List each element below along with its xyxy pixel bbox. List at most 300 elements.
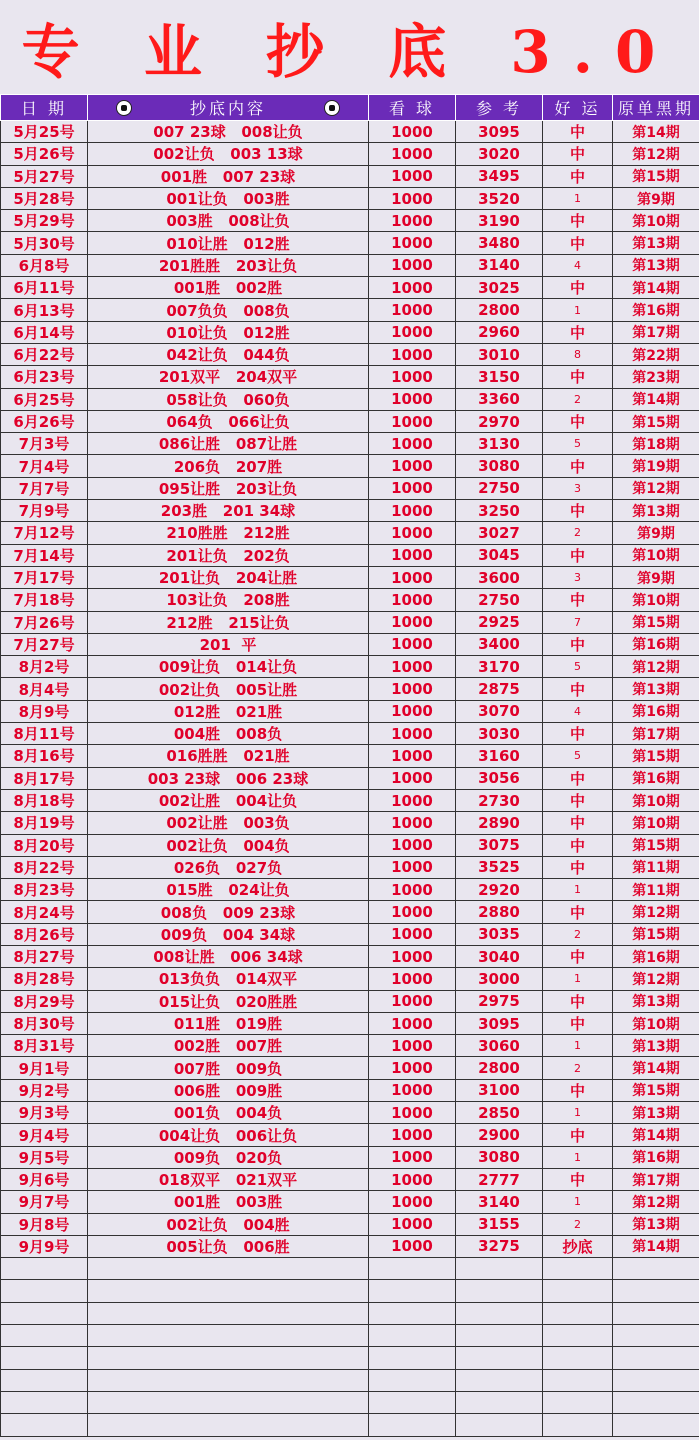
ref-cell: 3190 xyxy=(456,210,543,232)
luck-cell: 中 xyxy=(543,544,613,566)
period-cell: 第16期 xyxy=(613,633,699,655)
period-cell: 第15期 xyxy=(613,834,699,856)
table-row xyxy=(1,901,699,923)
date-cell: 6月14号 xyxy=(1,321,88,343)
luck-cell: 7 xyxy=(543,611,613,633)
watch-cell: 1000 xyxy=(369,477,456,499)
luck-cell: 中 xyxy=(543,633,613,655)
luck-cell: 中 xyxy=(543,1012,613,1034)
period-cell: 第12期 xyxy=(613,968,699,990)
watch-cell: 1000 xyxy=(369,633,456,655)
empty-cell xyxy=(1,1258,88,1280)
date-cell: 8月19号 xyxy=(1,812,88,834)
date-cell: 8月11号 xyxy=(1,723,88,745)
period-cell: 第9期 xyxy=(613,187,699,209)
table-row xyxy=(1,611,699,633)
date-cell: 8月4号 xyxy=(1,678,88,700)
content-cell: 002让负 004胜 xyxy=(88,1213,369,1235)
content-cell: 011胜 019胜 xyxy=(88,1012,369,1034)
watch-cell: 1000 xyxy=(369,1146,456,1168)
empty-cell xyxy=(456,1414,543,1436)
date-cell: 8月30号 xyxy=(1,1012,88,1034)
period-cell: 第11期 xyxy=(613,879,699,901)
date-cell: 6月11号 xyxy=(1,277,88,299)
period-cell: 第10期 xyxy=(613,812,699,834)
content-cell: 095让胜 203让负 xyxy=(88,477,369,499)
period-cell: 第14期 xyxy=(613,277,699,299)
ref-cell: 3520 xyxy=(456,187,543,209)
table-row xyxy=(1,343,699,365)
empty-cell xyxy=(1,1414,88,1436)
watch-cell: 1000 xyxy=(369,388,456,410)
content-cell: 001胜 002胜 xyxy=(88,277,369,299)
watch-cell: 1000 xyxy=(369,1168,456,1190)
content-cell: 015胜 024让负 xyxy=(88,879,369,901)
luck-cell: 中 xyxy=(543,678,613,700)
luck-cell: 中 xyxy=(543,165,613,187)
empty-row xyxy=(1,1391,699,1413)
period-cell: 第13期 xyxy=(613,232,699,254)
watch-cell: 1000 xyxy=(369,990,456,1012)
watch-cell: 1000 xyxy=(369,121,456,143)
empty-cell xyxy=(456,1391,543,1413)
empty-row xyxy=(1,1414,699,1436)
content-cell: 002让负 005让胜 xyxy=(88,678,369,700)
empty-cell xyxy=(369,1414,456,1436)
table-row xyxy=(1,433,699,455)
period-cell: 第13期 xyxy=(613,254,699,276)
period-cell: 第15期 xyxy=(613,745,699,767)
soccer-ball-icon xyxy=(324,100,340,116)
date-cell: 8月28号 xyxy=(1,968,88,990)
content-cell: 201双平 204双平 xyxy=(88,366,369,388)
ref-cell: 3525 xyxy=(456,856,543,878)
date-cell: 7月14号 xyxy=(1,544,88,566)
ref-cell: 2850 xyxy=(456,1102,543,1124)
watch-cell: 1000 xyxy=(369,1079,456,1101)
content-cell: 015让负 020胜胜 xyxy=(88,990,369,1012)
empty-cell xyxy=(88,1414,369,1436)
date-cell: 5月26号 xyxy=(1,143,88,165)
table-row xyxy=(1,299,699,321)
empty-cell xyxy=(369,1347,456,1369)
content-cell: 064负 066让负 xyxy=(88,410,369,432)
luck-cell: 2 xyxy=(543,923,613,945)
empty-cell xyxy=(88,1302,369,1324)
empty-cell xyxy=(613,1391,699,1413)
date-cell: 9月5号 xyxy=(1,1146,88,1168)
date-cell: 7月12号 xyxy=(1,522,88,544)
period-cell: 第12期 xyxy=(613,1191,699,1213)
ref-cell: 2730 xyxy=(456,789,543,811)
page-title: 专 业 抄 底 3.0 xyxy=(21,18,678,86)
period-cell: 第16期 xyxy=(613,945,699,967)
period-cell: 第13期 xyxy=(613,1213,699,1235)
watch-cell: 1000 xyxy=(369,812,456,834)
date-cell: 9月8号 xyxy=(1,1213,88,1235)
period-cell: 第14期 xyxy=(613,1235,699,1257)
ref-cell: 3150 xyxy=(456,366,543,388)
content-cell: 002让胜 004让负 xyxy=(88,789,369,811)
period-cell: 第14期 xyxy=(613,388,699,410)
content-cell: 002胜 007胜 xyxy=(88,1035,369,1057)
ref-cell: 3030 xyxy=(456,723,543,745)
luck-cell: 5 xyxy=(543,656,613,678)
table-row xyxy=(1,143,699,165)
date-cell: 8月22号 xyxy=(1,856,88,878)
watch-cell: 1000 xyxy=(369,522,456,544)
period-cell: 第16期 xyxy=(613,700,699,722)
watch-cell: 1000 xyxy=(369,143,456,165)
content-cell: 002让负 004负 xyxy=(88,834,369,856)
watch-cell: 1000 xyxy=(369,723,456,745)
luck-cell: 8 xyxy=(543,343,613,365)
ref-cell: 3170 xyxy=(456,656,543,678)
period-cell: 第23期 xyxy=(613,366,699,388)
empty-cell xyxy=(456,1369,543,1391)
watch-cell: 1000 xyxy=(369,277,456,299)
empty-cell xyxy=(369,1369,456,1391)
luck-cell: 2 xyxy=(543,522,613,544)
empty-cell xyxy=(456,1280,543,1302)
ref-cell: 3095 xyxy=(456,1012,543,1034)
empty-cell xyxy=(369,1258,456,1280)
empty-row xyxy=(1,1347,699,1369)
watch-cell: 1000 xyxy=(369,1012,456,1034)
watch-cell: 1000 xyxy=(369,1213,456,1235)
watch-cell: 1000 xyxy=(369,678,456,700)
content-cell: 008负 009 23球 xyxy=(88,901,369,923)
date-cell: 9月1号 xyxy=(1,1057,88,1079)
content-cell: 201让负 204让胜 xyxy=(88,566,369,588)
ref-cell: 3027 xyxy=(456,522,543,544)
date-cell: 9月7号 xyxy=(1,1191,88,1213)
watch-cell: 1000 xyxy=(369,611,456,633)
table-row xyxy=(1,277,699,299)
ref-cell: 3160 xyxy=(456,745,543,767)
watch-cell: 1000 xyxy=(369,856,456,878)
date-cell: 6月26号 xyxy=(1,410,88,432)
empty-cell xyxy=(456,1347,543,1369)
content-cell: 001负 004负 xyxy=(88,1102,369,1124)
watch-cell: 1000 xyxy=(369,1057,456,1079)
period-cell: 第9期 xyxy=(613,522,699,544)
table-row xyxy=(1,856,699,878)
date-cell: 6月13号 xyxy=(1,299,88,321)
period-cell: 第15期 xyxy=(613,165,699,187)
table-row xyxy=(1,879,699,901)
luck-cell: 中 xyxy=(543,901,613,923)
empty-cell xyxy=(456,1302,543,1324)
date-cell: 8月29号 xyxy=(1,990,88,1012)
watch-cell: 1000 xyxy=(369,410,456,432)
empty-cell xyxy=(369,1325,456,1347)
luck-cell: 2 xyxy=(543,1213,613,1235)
table-row xyxy=(1,1146,699,1168)
empty-cell xyxy=(88,1258,369,1280)
period-cell: 第18期 xyxy=(613,433,699,455)
luck-cell: 中 xyxy=(543,812,613,834)
ref-cell: 3100 xyxy=(456,1079,543,1101)
content-cell: 005让负 006胜 xyxy=(88,1235,369,1257)
empty-cell xyxy=(543,1347,613,1369)
table-row xyxy=(1,1079,699,1101)
content-cell: 210胜胜 212胜 xyxy=(88,522,369,544)
period-cell: 第14期 xyxy=(613,1124,699,1146)
watch-cell: 1000 xyxy=(369,901,456,923)
luck-cell: 中 xyxy=(543,767,613,789)
table-row xyxy=(1,566,699,588)
empty-cell xyxy=(369,1391,456,1413)
date-cell: 9月3号 xyxy=(1,1102,88,1124)
luck-cell: 1 xyxy=(543,187,613,209)
ref-cell: 3480 xyxy=(456,232,543,254)
ref-cell: 2970 xyxy=(456,410,543,432)
watch-cell: 1000 xyxy=(369,433,456,455)
date-cell: 5月30号 xyxy=(1,232,88,254)
watch-cell: 1000 xyxy=(369,656,456,678)
period-cell: 第10期 xyxy=(613,210,699,232)
luck-cell: 中 xyxy=(543,723,613,745)
luck-cell: 中 xyxy=(543,834,613,856)
date-cell: 8月18号 xyxy=(1,789,88,811)
watch-cell: 1000 xyxy=(369,745,456,767)
date-cell: 8月9号 xyxy=(1,700,88,722)
period-cell: 第13期 xyxy=(613,1102,699,1124)
date-cell: 9月4号 xyxy=(1,1124,88,1146)
table-row xyxy=(1,1102,699,1124)
ref-cell: 3056 xyxy=(456,767,543,789)
content-cell: 026负 027负 xyxy=(88,856,369,878)
ref-cell: 3070 xyxy=(456,700,543,722)
empty-cell xyxy=(613,1414,699,1436)
period-cell: 第14期 xyxy=(613,121,699,143)
ref-cell: 2880 xyxy=(456,901,543,923)
empty-cell xyxy=(543,1369,613,1391)
luck-cell: 中 xyxy=(543,366,613,388)
period-cell: 第10期 xyxy=(613,589,699,611)
luck-cell: 中 xyxy=(543,1079,613,1101)
watch-cell: 1000 xyxy=(369,834,456,856)
empty-cell xyxy=(613,1347,699,1369)
header-content xyxy=(88,95,369,121)
content-cell: 042让负 044负 xyxy=(88,343,369,365)
ref-cell: 2750 xyxy=(456,589,543,611)
luck-cell: 1 xyxy=(543,968,613,990)
period-cell: 第14期 xyxy=(613,1057,699,1079)
soccer-ball-icon xyxy=(116,100,132,116)
ref-cell: 3035 xyxy=(456,923,543,945)
content-cell: 001让负 003胜 xyxy=(88,187,369,209)
period-cell: 第16期 xyxy=(613,767,699,789)
date-cell: 9月2号 xyxy=(1,1079,88,1101)
empty-cell xyxy=(88,1369,369,1391)
empty-cell xyxy=(88,1391,369,1413)
empty-cell xyxy=(543,1414,613,1436)
ref-cell: 3140 xyxy=(456,1191,543,1213)
date-cell: 8月20号 xyxy=(1,834,88,856)
empty-cell xyxy=(543,1391,613,1413)
content-cell: 003 23球 006 23球 xyxy=(88,767,369,789)
records-table xyxy=(0,94,699,1437)
empty-cell xyxy=(369,1302,456,1324)
empty-cell xyxy=(543,1258,613,1280)
table-row xyxy=(1,210,699,232)
date-cell: 7月27号 xyxy=(1,633,88,655)
content-cell: 006胜 009胜 xyxy=(88,1079,369,1101)
luck-cell: 中 xyxy=(543,789,613,811)
luck-cell: 中 xyxy=(543,232,613,254)
watch-cell: 1000 xyxy=(369,879,456,901)
watch-cell: 1000 xyxy=(369,187,456,209)
watch-cell: 1000 xyxy=(369,254,456,276)
date-cell: 7月3号 xyxy=(1,433,88,455)
table-row xyxy=(1,1057,699,1079)
luck-cell: 1 xyxy=(543,299,613,321)
luck-cell: 3 xyxy=(543,477,613,499)
watch-cell: 1000 xyxy=(369,700,456,722)
table-body xyxy=(1,121,699,1437)
ref-cell: 3140 xyxy=(456,254,543,276)
empty-cell xyxy=(88,1325,369,1347)
date-cell: 5月29号 xyxy=(1,210,88,232)
header-period: 原单黑期 xyxy=(613,95,699,121)
luck-cell: 中 xyxy=(543,990,613,1012)
date-cell: 8月27号 xyxy=(1,945,88,967)
luck-cell: 中 xyxy=(543,321,613,343)
table-row xyxy=(1,923,699,945)
watch-cell: 1000 xyxy=(369,923,456,945)
content-cell: 201胜胜 203让负 xyxy=(88,254,369,276)
watch-cell: 1000 xyxy=(369,1035,456,1057)
luck-cell: 1 xyxy=(543,879,613,901)
empty-cell xyxy=(613,1302,699,1324)
date-cell: 7月4号 xyxy=(1,455,88,477)
luck-cell: 中 xyxy=(543,210,613,232)
content-cell: 007胜 009负 xyxy=(88,1057,369,1079)
content-cell: 009让负 014让负 xyxy=(88,656,369,678)
ref-cell: 2920 xyxy=(456,879,543,901)
date-cell: 6月22号 xyxy=(1,343,88,365)
period-cell: 第12期 xyxy=(613,477,699,499)
ref-cell: 2975 xyxy=(456,990,543,1012)
date-cell: 7月17号 xyxy=(1,566,88,588)
table-row xyxy=(1,187,699,209)
table-row xyxy=(1,700,699,722)
date-cell: 7月7号 xyxy=(1,477,88,499)
table-row xyxy=(1,678,699,700)
table-row xyxy=(1,1035,699,1057)
date-cell: 9月9号 xyxy=(1,1235,88,1257)
empty-cell xyxy=(613,1369,699,1391)
luck-cell: 中 xyxy=(543,856,613,878)
luck-cell: 中 xyxy=(543,945,613,967)
period-cell: 第13期 xyxy=(613,990,699,1012)
ref-cell: 3400 xyxy=(456,633,543,655)
table-row xyxy=(1,945,699,967)
content-cell: 002让胜 003负 xyxy=(88,812,369,834)
period-cell: 第15期 xyxy=(613,611,699,633)
ref-cell: 3080 xyxy=(456,455,543,477)
period-cell: 第9期 xyxy=(613,566,699,588)
empty-cell xyxy=(456,1258,543,1280)
empty-cell xyxy=(456,1325,543,1347)
luck-cell: 3 xyxy=(543,566,613,588)
content-cell: 016胜胜 021胜 xyxy=(88,745,369,767)
date-cell: 8月16号 xyxy=(1,745,88,767)
table-row xyxy=(1,366,699,388)
watch-cell: 1000 xyxy=(369,210,456,232)
content-cell: 007负负 008负 xyxy=(88,299,369,321)
watch-cell: 1000 xyxy=(369,589,456,611)
period-cell: 第19期 xyxy=(613,455,699,477)
watch-cell: 1000 xyxy=(369,321,456,343)
table-row xyxy=(1,1168,699,1190)
table-row xyxy=(1,633,699,655)
date-cell: 5月28号 xyxy=(1,187,88,209)
period-cell: 第10期 xyxy=(613,544,699,566)
content-cell: 203胜 201 34球 xyxy=(88,500,369,522)
watch-cell: 1000 xyxy=(369,366,456,388)
empty-cell xyxy=(543,1302,613,1324)
period-cell: 第16期 xyxy=(613,299,699,321)
table-row xyxy=(1,789,699,811)
table-row xyxy=(1,812,699,834)
table-row xyxy=(1,500,699,522)
luck-cell: 1 xyxy=(543,1191,613,1213)
table-row xyxy=(1,455,699,477)
content-cell: 201让负 202负 xyxy=(88,544,369,566)
table-row xyxy=(1,1213,699,1235)
empty-cell xyxy=(1,1325,88,1347)
luck-cell: 4 xyxy=(543,700,613,722)
ref-cell: 2875 xyxy=(456,678,543,700)
content-cell: 002让负 003 13球 xyxy=(88,143,369,165)
luck-cell: 1 xyxy=(543,1035,613,1057)
table-row xyxy=(1,477,699,499)
date-cell: 8月31号 xyxy=(1,1035,88,1057)
luck-cell: 1 xyxy=(543,1146,613,1168)
empty-cell xyxy=(1,1369,88,1391)
empty-cell xyxy=(543,1280,613,1302)
table-row xyxy=(1,990,699,1012)
empty-cell xyxy=(1,1302,88,1324)
period-cell: 第17期 xyxy=(613,723,699,745)
ref-cell: 3045 xyxy=(456,544,543,566)
table-row xyxy=(1,745,699,767)
empty-cell xyxy=(613,1258,699,1280)
table-row xyxy=(1,656,699,678)
period-cell: 第11期 xyxy=(613,856,699,878)
header-ref: 参 考 xyxy=(456,95,543,121)
luck-cell: 中 xyxy=(543,143,613,165)
ref-cell: 3095 xyxy=(456,121,543,143)
empty-cell xyxy=(613,1325,699,1347)
watch-cell: 1000 xyxy=(369,1102,456,1124)
date-cell: 6月8号 xyxy=(1,254,88,276)
luck-cell: 中 xyxy=(543,1124,613,1146)
period-cell: 第15期 xyxy=(613,923,699,945)
ref-cell: 2900 xyxy=(456,1124,543,1146)
empty-row xyxy=(1,1258,699,1280)
ref-cell: 3155 xyxy=(456,1213,543,1235)
table-row xyxy=(1,232,699,254)
table-row xyxy=(1,968,699,990)
watch-cell: 1000 xyxy=(369,299,456,321)
ref-cell: 2890 xyxy=(456,812,543,834)
watch-cell: 1000 xyxy=(369,500,456,522)
content-cell: 007 23球 008让负 xyxy=(88,121,369,143)
